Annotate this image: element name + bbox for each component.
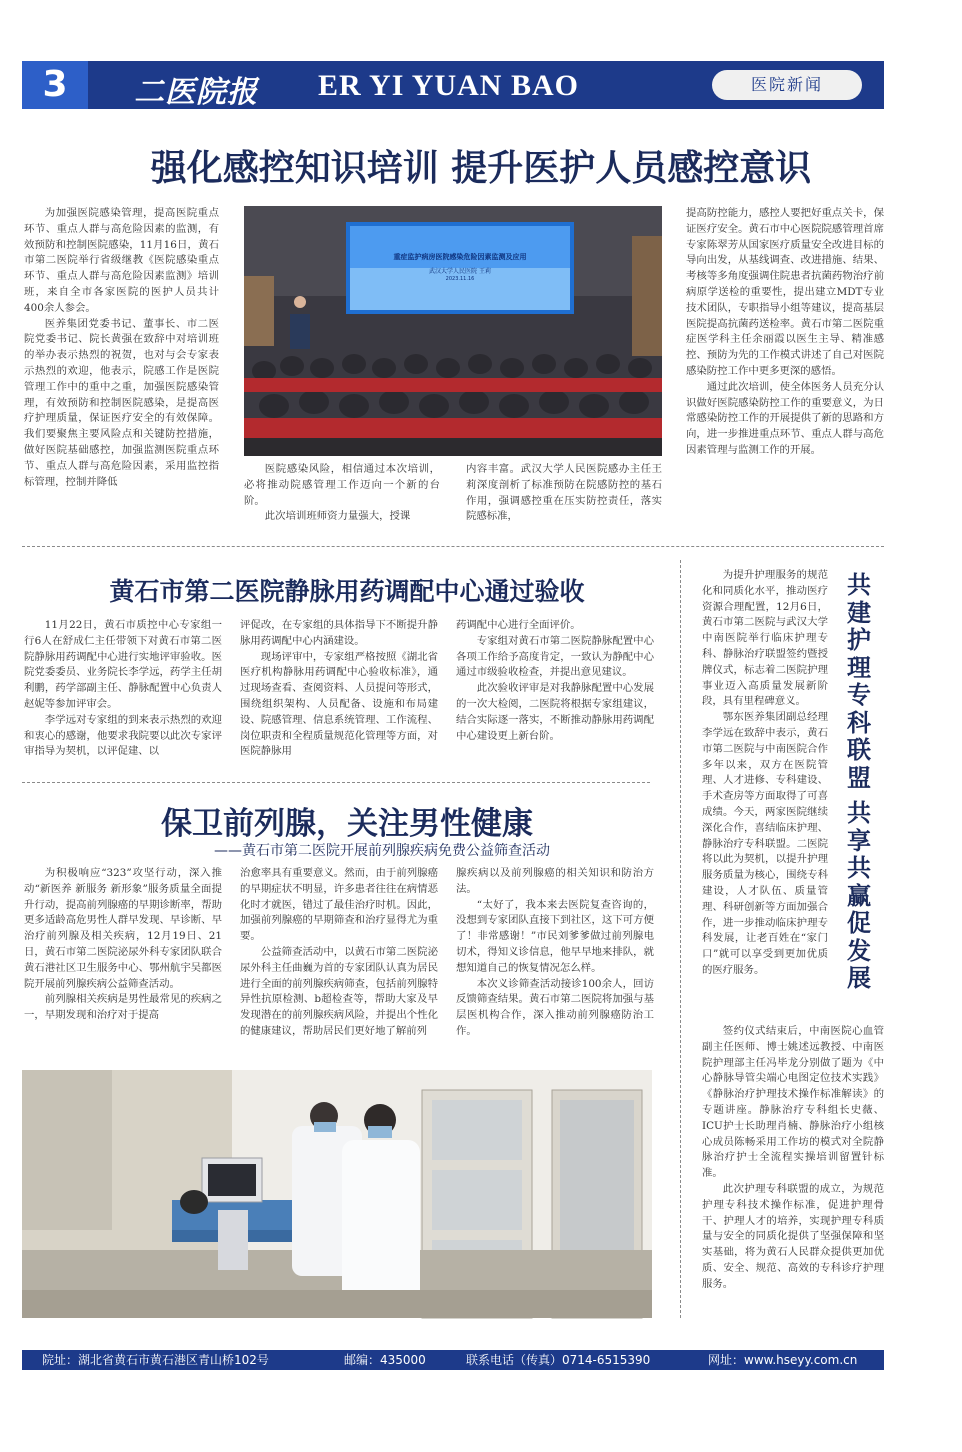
masthead — [22, 61, 884, 109]
paragraph: 药调配中心进行全面评价。 — [456, 619, 581, 631]
screen-title: 重症监护病房医院感染危险因素监测及应用 — [393, 253, 527, 261]
paragraph: 李学远对专家组的到来表示热烈的欢迎和衷心的感谢，他要求我院要以此次专家评审指导为契机，以评促建、以 — [24, 713, 222, 758]
paragraph: 治愈率具有重要意义。然而，由于前列腺癌的早期症状不明显，许多患者往往在病情恶化时才就医，错过了最佳治疗时机。因此，加强前列腺癌的早期筛查和治疗显得尤为重要。 — [240, 867, 438, 943]
footer-phone: 联系电话（传真）0714-6515390 — [466, 1353, 651, 1367]
page-number: 3 — [22, 61, 88, 109]
lecture-hall-illustration — [244, 206, 662, 456]
paragraph: 此次培训班师资力量强大，授课 — [264, 510, 411, 523]
article2-col1 — [24, 618, 222, 768]
paragraph: 通过此次培训，使全体医务人员充分认识做好医院感染防控工作的重要意义，为日常感染防控工作的开展提供了新的思路和方向，进一步推进重点环节、重点人群与高危因素管理与监测工作的开展。 — [686, 380, 884, 456]
article2-headline: 黄石市第二医院静脉用药调配中心通过验收 — [109, 577, 585, 606]
paragraph: 此次验收评审是对我静脉配置中心发展的一次大检阅，二医院将根据专家组建议，结合实际逐一落实，不断推动静脉用药调配中心建设更上新台阶。 — [456, 682, 654, 742]
paragraph: 签约仪式结束后，中南医院心血管副主任医师、博士姚述远教授、中南医院护理部主任冯毕龙分别做了题为《中心静脉导管尖端心电图定位技术实践》《静脉治疗护理技术操作标准解读》的专题讲座。静脉治疗专科组长史薇、ICU护士长助理肖楠、静脉治疗小组核心成员陈畅采用工作坊的模式对全院静脉治疗护士全流程实操培训留置针标准。 — [702, 1025, 884, 1180]
article3-subheadline: ——黄石市第二医院开展前列腺疾病免费公益筛查活动 — [214, 843, 550, 859]
article1-col4 — [686, 206, 884, 531]
paragraph: 本次义诊筛查活动接诊100余人，回访反馈筛查结果。黄石市第二医院将加强与基层医机构合作，深入推动前列腺癌防治工作。 — [456, 977, 654, 1037]
article2-col3 — [456, 618, 654, 768]
paragraph: 专家组对黄石市第二医院静脉配置中心各项工作给予高度肯定，一致认为静配中心通过市级验收检查，并提出意见建议。 — [456, 634, 654, 679]
paragraph: 为提升护理服务的规范化和同质化水平，推动医疗资源合理配置，12月6日，黄石市第二医院与武汉大学中南医院举行临床护理专科、静脉治疗联盟签约暨授牌仪式，标志着二医院护理事业迈入高质量发展新阶段，具有里程碑意义。 — [702, 569, 828, 708]
article3-photo — [22, 1070, 652, 1318]
paragraph: 前列腺相关疾病是男性最常见的疾病之一，早期发现和治疗对于提高 — [24, 993, 222, 1022]
paragraph: 腺疾病以及前列腺癌的相关知识和防治方法。 — [456, 867, 654, 895]
section-divider — [22, 782, 650, 783]
paragraph: 医养集团党委书记、董事长、市二医院党委书记、院长黄强在致辞中对培训班的举办表示热烈的祝贺，也对与会专家表示热烈的欢迎，他表示，院感工作是医院管理工作中的重中之重，加强医院感染管理，有效预防和控制医院感染，是提高医疗护理质量，保证医疗安全的有效保障。我们要聚焦主要风险点和关键防控措施，做好医院基础感控，加强监测医院重点环节、重点人群与高危险因素，采用监控指标管理，控制并降低 — [24, 317, 219, 488]
article3-col2 — [240, 866, 438, 1062]
article3-headline: 保卫前列腺，关注男性健康 — [161, 806, 533, 842]
screen-organization: 武汉大学人民医院 王莉 — [429, 268, 491, 275]
article4-col-lower — [702, 1024, 895, 1318]
article1-col1 — [24, 206, 219, 531]
paragraph: 公益筛查活动中，以黄石市第二医院泌尿外科主任曲巍为首的专家团队认真为居民进行全面的前列腺疾病筛查，包括前列腺特异性抗原检测、b超检查等，帮助大家及早发现潜在的前列腺疾病风险，并提出个性化的健康建议，帮助居民们更好地了解前列 — [240, 945, 438, 1037]
article3-col3 — [456, 866, 654, 1062]
paragraph: 提高防控能力，感控人要把好重点关卡，保证医疗安全。黄石市中心医院院感管理首席专家陈翠芳从国家医疗质量安全改进目标的导向出发，从基线调查、改进措施、结果、考核等多角度强调住院患者抗菌药物治疗前病原学送检的重要性，提出建立MDT专业技术团队，专职指导小组等建议，提高基层医院提高抗菌药送检率。黄石市第二医院重症医学科主任余丽霞以医生主导、精准感控、预防为先的工作模式讲述了自己对医院感染防控工作中更多更深的感悟。 — [686, 207, 884, 377]
newspaper-title-cn: 二医院报 — [134, 75, 258, 110]
footer-bar — [22, 1350, 884, 1370]
paragraph: 为积极响应“323”攻坚行动，深入推动“新医养 新服务 新形象”服务质量全面提升行动，提高前列腺癌的早期诊断率，帮助更多适龄高危男性人群早发现、早诊断、早治疗前列腺及相关疾病，12月19日、21日，黄石市第二医院泌尿外科专家团队联合黄石港社区卫生服务中心、鄂州航宇吴都医院开展前列腺疾病公益筛查活动。 — [24, 867, 222, 990]
article4-col-upper — [702, 568, 828, 1028]
article2-col2 — [240, 618, 438, 768]
paragraph: 现场评审中，专家组严格按照《湖北省医疗机构静脉用药调配中心验收标准》，通过现场查看、查阅资料、人员提问等形式，围绕组织架构、人员配备、设施和布局建设、院感管理、信息系统管理、工作流程、岗位职责和全程质量规范化管理等方面，对医院静脉用 — [240, 650, 438, 758]
article1-headline: 强化感控知识培训 提升医护人员感控意识 — [150, 148, 812, 189]
paragraph: 11月22日，黄石市质控中心专家组一行6人在舒成仁主任带领下对黄石市第二医院静脉用药调配中心进行实地评审验收。医院党委委员、业务院长李学远，药学主任胡利鹏，药学部副主任、静脉配置中心负责人赵妮等参加评审会。 — [24, 619, 222, 710]
footer-postcode: 邮编：435000 — [344, 1353, 426, 1367]
paragraph: 医院感染风险，相信通过本次培训，必将推动院感管理工作迈向一个新的台阶。 — [244, 463, 440, 507]
paragraph: “太好了，我本来去医院复查咨询的，没想到专家团队直接下到社区，这下可方便了！非常感谢！”市民刘爹爹做过前列腺电切术，得知义诊信息，他早早地来排队，就想知道自己的恢复情况怎么样。 — [456, 898, 654, 974]
footer-website[interactable]: 网址：www.hseyy.com.cn — [708, 1353, 858, 1367]
paragraph: 内容丰富。武汉大学人民医院感办主任王莉深度剖析了标准预防在院感防控的基石作用，强调感控重在压实防控责任，落实院感标准， — [466, 463, 662, 523]
newspaper-title-en: ER YI YUAN BAO — [318, 69, 579, 102]
column-divider — [680, 560, 681, 1318]
section-label: 医院新闻 — [712, 70, 862, 100]
screen-date: 2023.11.16 — [445, 276, 475, 282]
article1-col3 — [466, 462, 662, 532]
paragraph: 评促改，在专家组的具体指导下不断提升静脉用药调配中心内涵建设。 — [240, 619, 438, 647]
footer-address: 院址：湖北省黄石市黄石港区青山桥102号 — [42, 1353, 269, 1367]
section-divider — [22, 546, 884, 547]
article4-headline-vertical: 共 建 护 理 专 科 联 盟 共 享 共 赢 促 发 展 — [847, 571, 871, 992]
article3-col1 — [24, 866, 222, 1062]
screening-room-illustration — [22, 1070, 652, 1318]
article1-col2 — [244, 462, 440, 532]
paragraph: 此次护理专科联盟的成立，为规范护理专科技术操作标准，促进护理骨干、护理人才的培养，实现护理专科质量与安全的同质化提供了坚强保障和坚 实基础，将为黄石人民群众提供更加优质、安全、规范、高效的专科诊疗护理服务。 — [702, 1182, 895, 1290]
paragraph: 鄂东医养集团副总经理李学远在致辞中表示，黄石市第二医院与中南医院合作多年以来，双方在医院管理、人才进修、专科建设、手术查房等方面取得了可喜成绩。今天，两家医院继续深化合作，喜结临床护理、静脉治疗专科联盟。二医院将以此为契机，以提升护理服务质量为核心，围绕专科建设，人才队伍、质量管理、科研创新等方面加强合作，进一步推动临床护理专科发展，让老百姓在“家门口”就可以享受到更加优质的医疗服务。 — [702, 711, 828, 976]
article1-photo — [244, 206, 662, 456]
paragraph: 为加强医院感染管理，提高医院重点环节、重点人群与高危险因素的监测，有效预防和控制医院感染，11月16日，黄石市第二医院举行省级继教《医院感染重点环节、重点人群与高危险因素监测》培训班，来自全市各家医院的医护人员共计400余人参会。 — [24, 207, 219, 314]
